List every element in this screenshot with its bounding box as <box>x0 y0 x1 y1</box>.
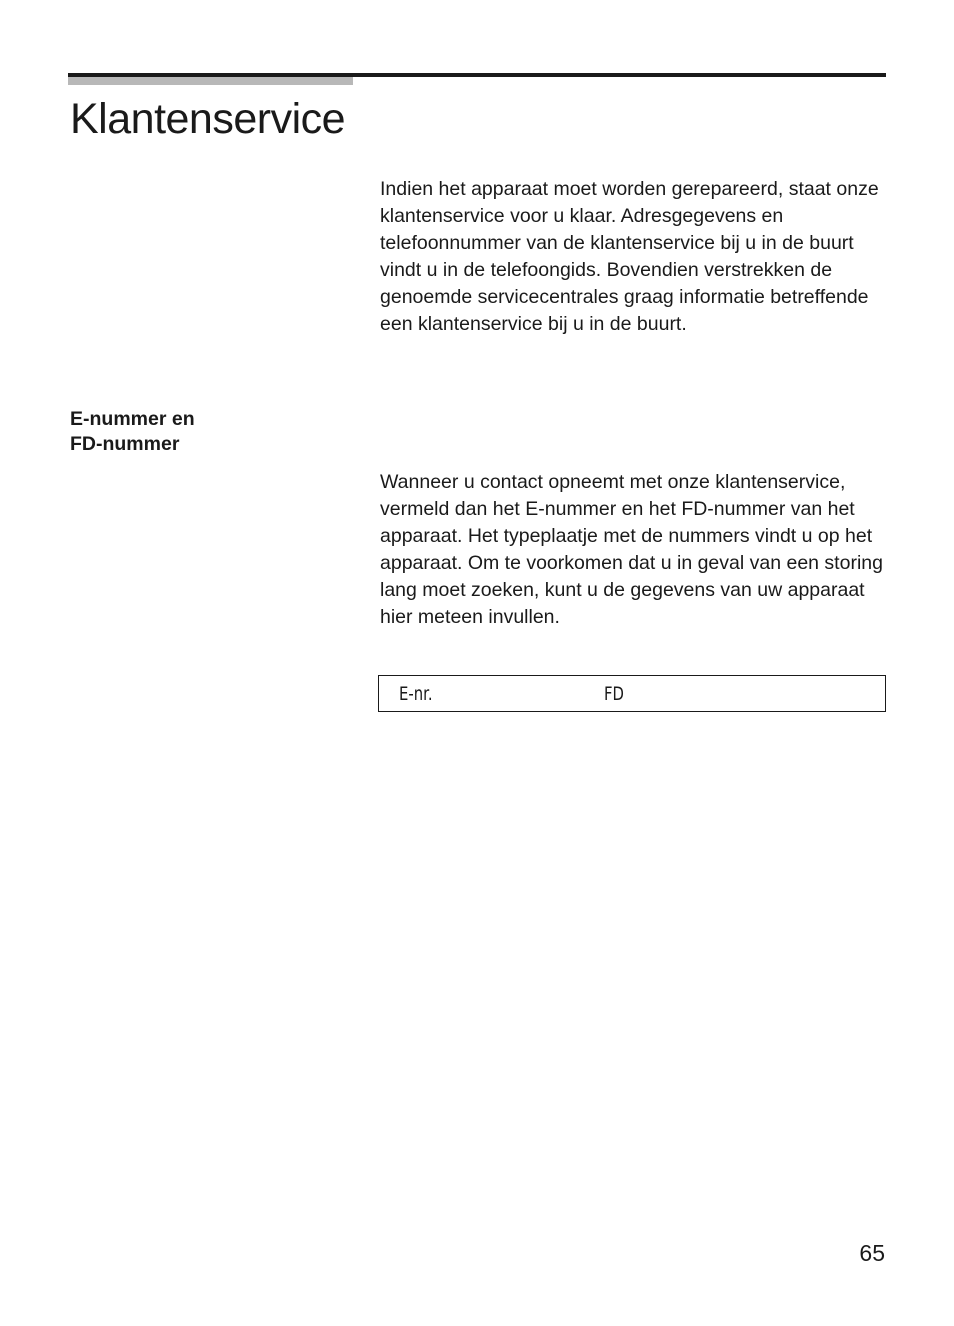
header-rule <box>68 73 886 77</box>
page-number: 65 <box>859 1240 885 1266</box>
e-number-label: E-nr. <box>399 683 433 705</box>
page-title: Klantenservice <box>70 95 346 143</box>
header-accent-bar <box>68 76 353 85</box>
section-paragraph: Wanneer u contact opneemt met onze klantenservice, vermeld dan het E-nummer en het FD-nummer van het apparaat. Het typeplaatje met de nummers vindt u op het apparaat. Om te voorkomen dat u in geval van een storing lang moet zoeken, kunt u de gegevens van uw apparaat hier meteen invullen. <box>380 471 883 628</box>
section-heading <box>70 407 330 457</box>
fd-number-label: FD <box>604 683 624 705</box>
section-heading-line-2: FD-nummer <box>70 433 180 455</box>
device-number-box <box>378 675 886 712</box>
intro-paragraph: Indien het apparaat moet worden gerepareerd, staat onze klantenservice voor u klaar. Adresgegevens en telefoonnummer van de klantenservice bij u in de buurt vindt u in de telefoongids. Bovendien verstrekken de genoemde servicecentrales graag informatie betreffende een klantenservice bij u in de buurt. <box>380 178 879 335</box>
section-heading-line-1: E-nummer en <box>70 408 195 430</box>
